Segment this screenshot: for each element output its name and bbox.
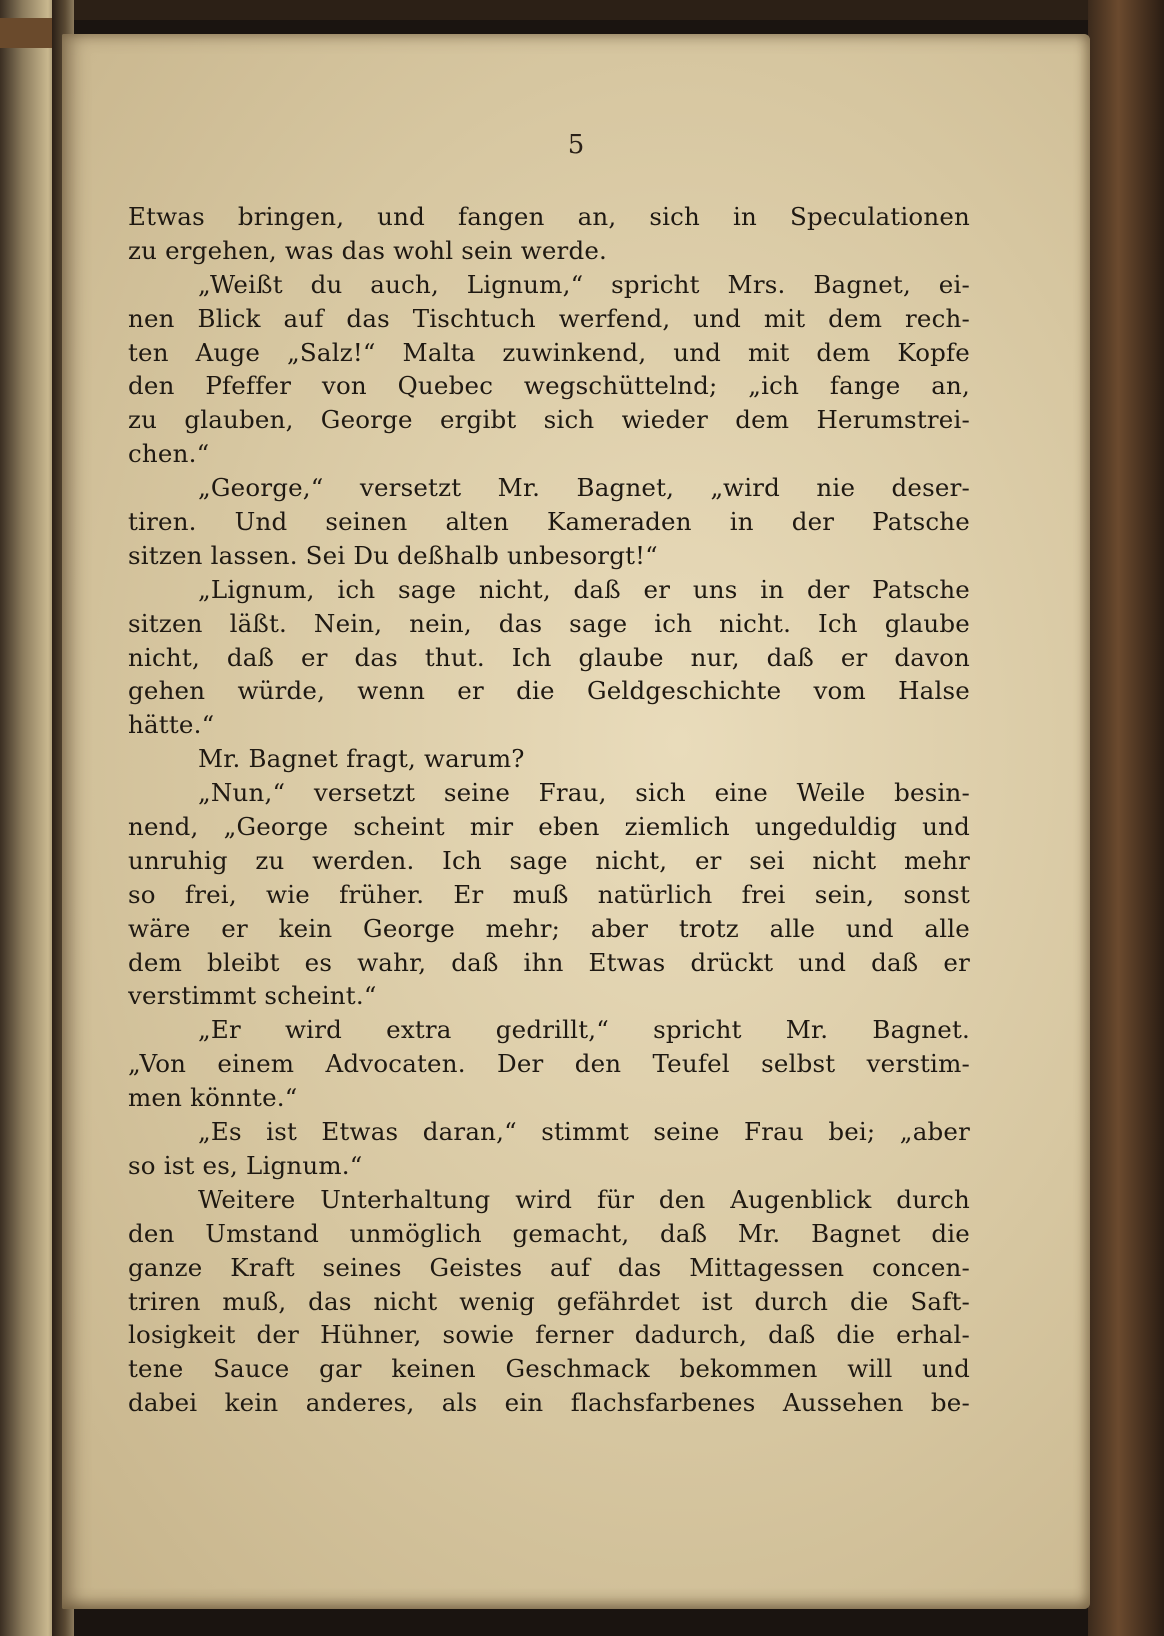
text-line: nicht, daß er das thut. Ich glaube nur, daß er davon	[128, 642, 970, 672]
text-line: verstimmt scheint.“	[128, 981, 377, 1011]
text-line: Mr. Bagnet fragt, warum?	[198, 744, 525, 774]
text-line: dem bleibt es wahr, daß ihn Etwas drückt und daß er	[128, 947, 970, 977]
text-line: zu glauben, George ergibt sich wieder dem Herumstrei-	[128, 405, 970, 435]
text-line: wäre er kein George mehr; aber trotz alle und alle	[128, 913, 970, 943]
book-cover-top-edge	[0, 0, 1164, 20]
text-line: Weitere Unterhaltung wird für den Augenblick durch	[198, 1184, 970, 1214]
text-line: „George,“ versetzt Mr. Bagnet, „wird nie deser-	[198, 473, 970, 503]
book-cover-right-edge	[1088, 0, 1164, 1636]
text-line: dabei kein anderes, als ein flachsfarbenes Aussehen be-	[128, 1388, 970, 1418]
text-line: „Nun,“ versetzt seine Frau, sich eine Weile besin-	[198, 778, 970, 808]
text-line: „Es ist Etwas daran,“ stimmt seine Frau bei; „aber	[198, 1117, 970, 1147]
text-line: nend, „George scheint mir eben ziemlich ungeduldig und	[128, 812, 970, 842]
text-line: nen Blick auf das Tischtuch werfend, und mit dem rech-	[128, 303, 970, 333]
text-line: ten Auge „Salz!“ Malta zuwinkend, und mit dem Kopfe	[128, 337, 970, 367]
text-line: sitzen läßt. Nein, nein, das sage ich nicht. Ich glaube	[128, 608, 970, 638]
text-line: „Er wird extra gedrillt,“ spricht Mr. Bagnet.	[198, 1015, 970, 1045]
text-line: zu ergehen, was das wohl sein werde.	[128, 235, 608, 265]
text-line: tiren. Und seinen alten Kameraden in der Patsche	[128, 507, 970, 537]
text-line: „Von einem Advocaten. Der den Teufel selbst verstim-	[128, 1049, 970, 1079]
text-line: sitzen lassen. Sei Du deßhalb unbesorgt!“	[128, 540, 658, 570]
text-line: den Umstand unmöglich gemacht, daß Mr. Bagnet die	[128, 1218, 970, 1248]
text-line: so ist es, Lignum.“	[128, 1150, 363, 1180]
text-line: „Lignum, ich sage nicht, daß er uns in der Patsche	[198, 574, 970, 604]
page-text	[128, 200, 970, 1420]
text-line: triren muß, das nicht wenig gefährdet ist durch die Saft-	[128, 1286, 970, 1316]
text-line: chen.“	[128, 439, 210, 469]
text-line: so frei, wie früher. Er muß natürlich frei sein, sonst	[128, 879, 970, 909]
text-line: „Weißt du auch, Lignum,“ spricht Mrs. Bagnet, ei-	[198, 269, 970, 299]
text-line: Etwas bringen, und fangen an, sich in Speculationen	[128, 202, 970, 231]
text-line: losigkeit der Hühner, sowie ferner dadurch, daß die erhal-	[128, 1320, 970, 1350]
text-line: men könnte.“	[128, 1083, 298, 1113]
text-line: den Pfeffer von Quebec wegschüttelnd; „ich fange an,	[128, 371, 970, 401]
text-line: ganze Kraft seines Geistes auf das Mittagessen concen-	[128, 1252, 970, 1282]
book-page	[62, 34, 1090, 1609]
text-line: unruhig zu werden. Ich sage nicht, er sei nicht mehr	[128, 845, 970, 875]
text-line: hätte.“	[128, 710, 215, 740]
text-line: gehen würde, wenn er die Geldgeschichte vom Halse	[128, 676, 970, 706]
page-number: 5	[567, 130, 585, 160]
text-line: tene Sauce gar keinen Geschmack bekommen will und	[128, 1354, 970, 1384]
